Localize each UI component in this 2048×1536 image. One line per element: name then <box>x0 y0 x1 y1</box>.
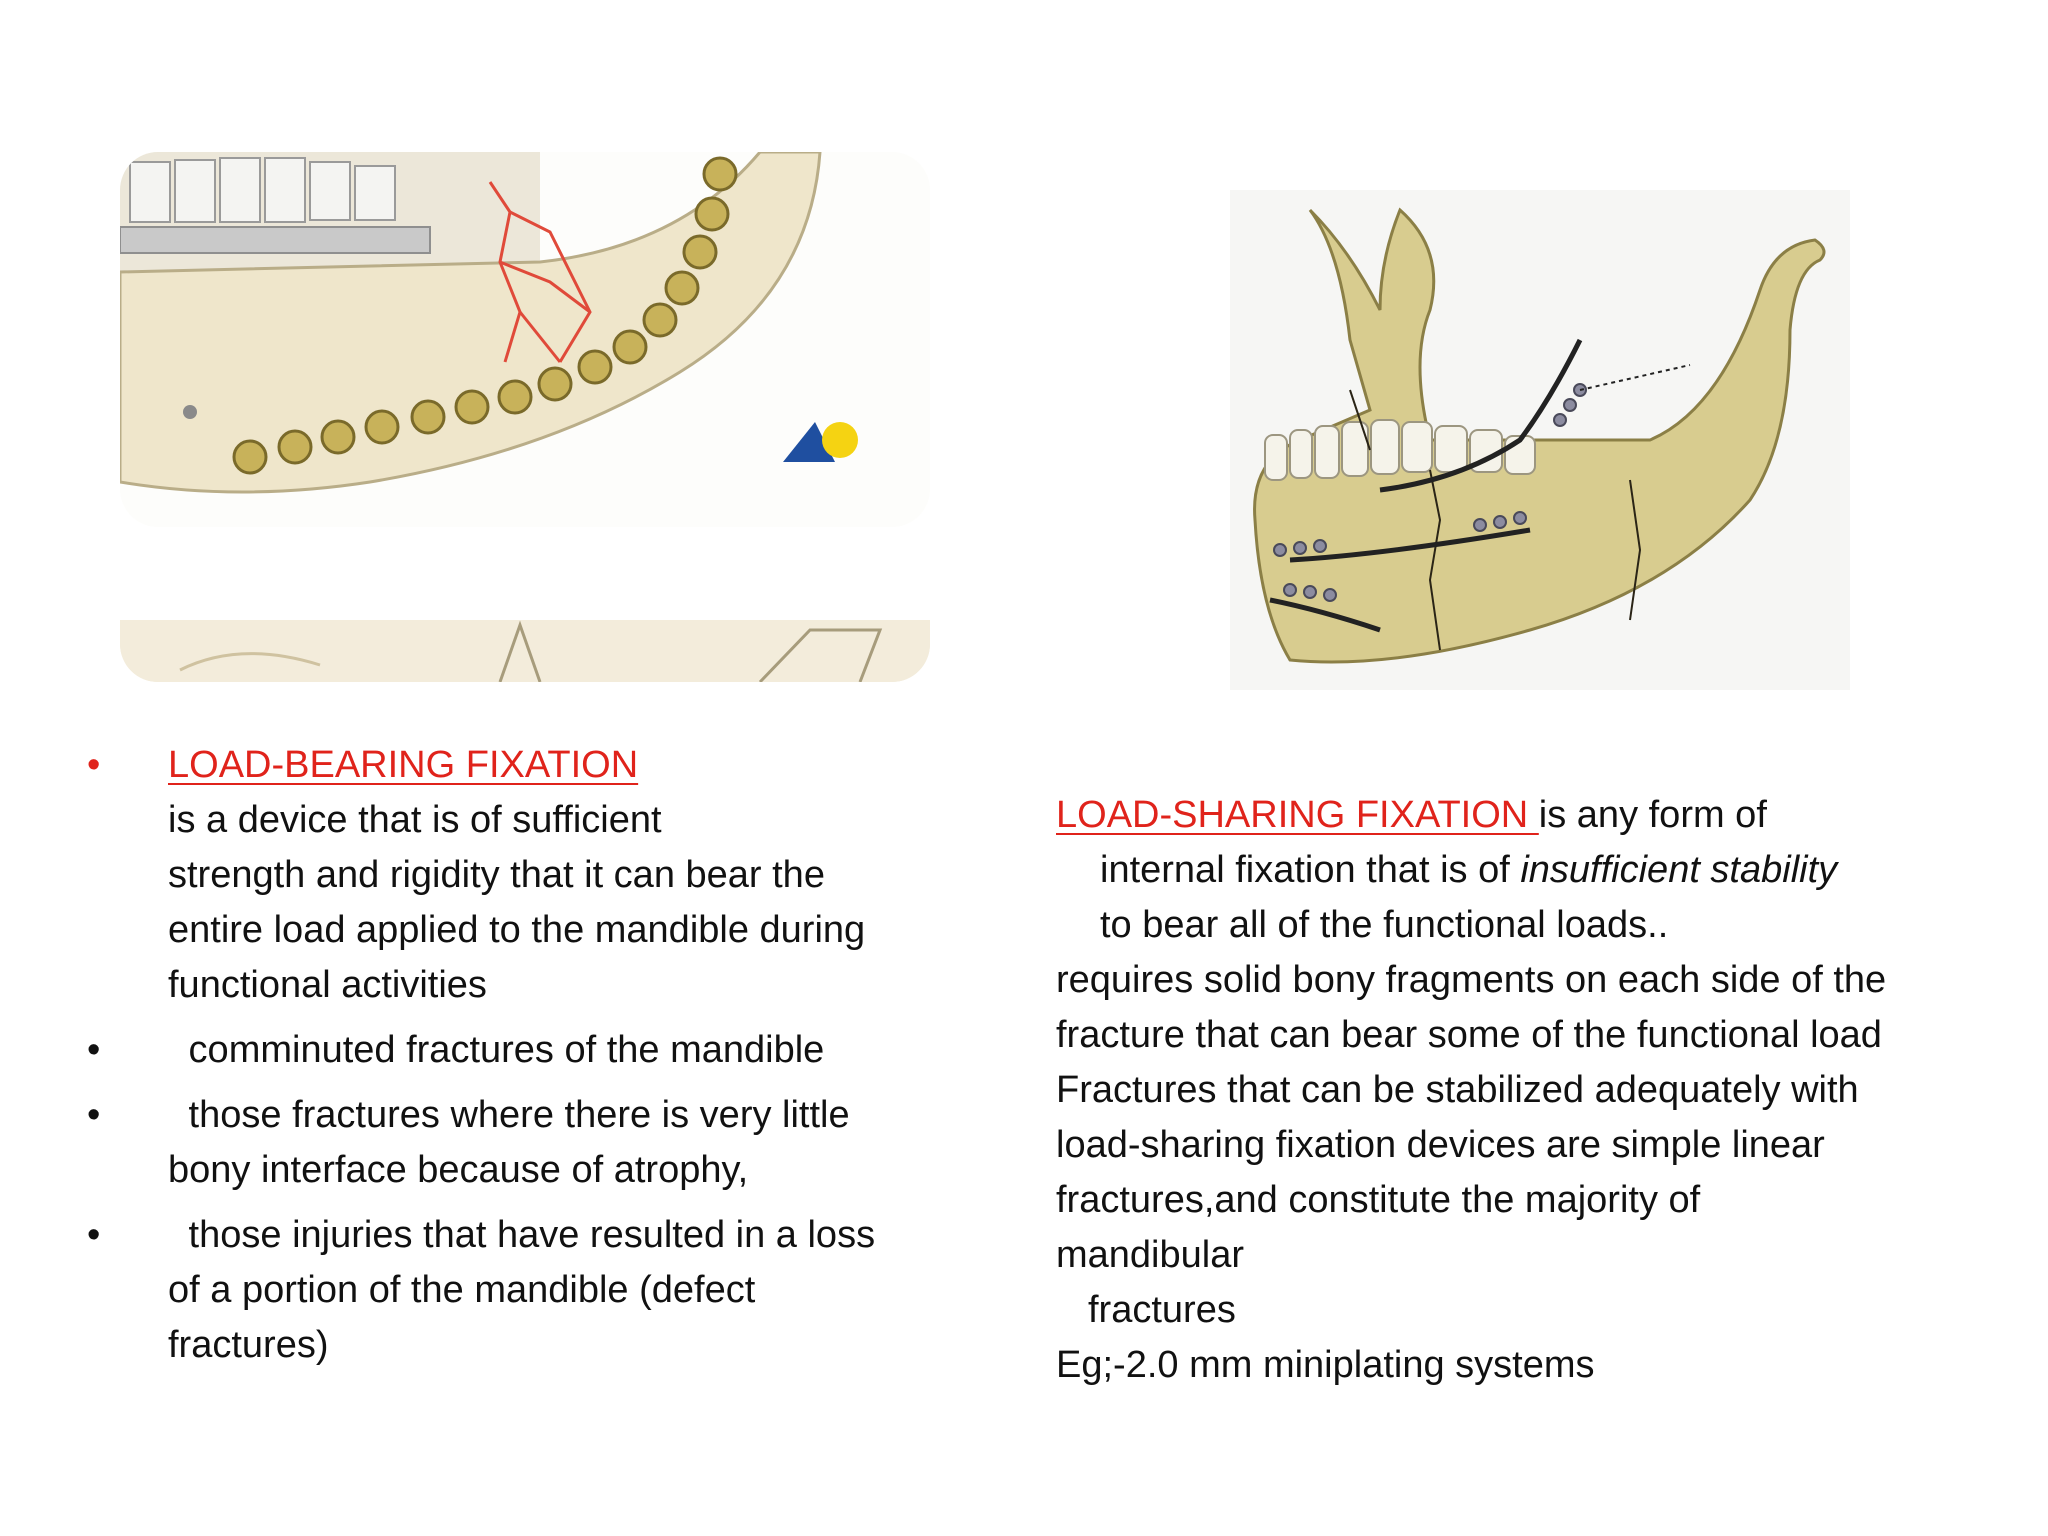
definition-line: functional activities <box>168 964 487 1006</box>
title-suffix: is any form of <box>1538 794 1767 836</box>
definition-line: strength and rigidity that it can bear the <box>168 854 825 896</box>
mandible-reconstruction-plate-illustration <box>120 152 930 527</box>
load-sharing-section <box>1056 788 2016 1393</box>
mandible-illustration-strip <box>120 620 930 682</box>
body-line: load-sharing fixation devices are simple linear <box>1056 1124 1825 1166</box>
line-emphasis: insufficient stability <box>1520 849 1838 891</box>
body-line: mandibular <box>1056 1234 1244 1276</box>
example-line: Eg;-2.0 mm miniplating systems <box>1056 1344 1595 1386</box>
load-bearing-section <box>82 738 982 1383</box>
definition-line: entire load applied to the mandible during <box>168 909 866 951</box>
load-sharing-line-2 <box>1056 843 2016 898</box>
body-line: fractures,and constitute the majority of <box>1056 1179 1701 1221</box>
bullet-item <box>82 1088 982 1198</box>
bullet-marker: • <box>87 744 101 786</box>
bullet-line: of a portion of the mandible (defect <box>168 1269 756 1311</box>
indented-line: fractures <box>1088 1289 1236 1331</box>
bullet-line: those injuries that have resulted in a loss <box>178 1214 876 1256</box>
mandible-miniplate-illustration <box>1230 190 1850 690</box>
bullet-line: fractures) <box>168 1324 329 1366</box>
load-sharing-line-3: to bear all of the functional loads.. <box>1100 904 1669 946</box>
body-line: fracture that can bear some of the functional load <box>1056 1014 1882 1056</box>
bullet-marker: • <box>87 1214 101 1256</box>
definition-line: is a device that is of sufficient <box>168 799 662 841</box>
bullet-line: bony interface because of atrophy, <box>168 1149 749 1191</box>
bullet-line: comminuted fractures of the mandible <box>178 1029 825 1071</box>
bullet-marker: • <box>87 1094 101 1136</box>
load-sharing-first-line <box>1056 788 2016 843</box>
bullet-item <box>82 1208 982 1373</box>
bullet-item <box>82 1023 982 1078</box>
line-prefix: internal fixation that is of <box>1100 849 1521 891</box>
bullet-line: those fractures where there is very little <box>178 1094 850 1136</box>
body-line: Fractures that can be stabilized adequately with <box>1056 1069 1859 1111</box>
load-bearing-definition <box>82 738 982 1013</box>
body-line: requires solid bony fragments on each side of the <box>1056 959 1887 1001</box>
load-sharing-title: LOAD-SHARING FIXATION <box>1056 794 1539 836</box>
load-bearing-title: LOAD-BEARING FIXATION <box>168 744 639 786</box>
bullet-marker: • <box>87 1029 101 1071</box>
